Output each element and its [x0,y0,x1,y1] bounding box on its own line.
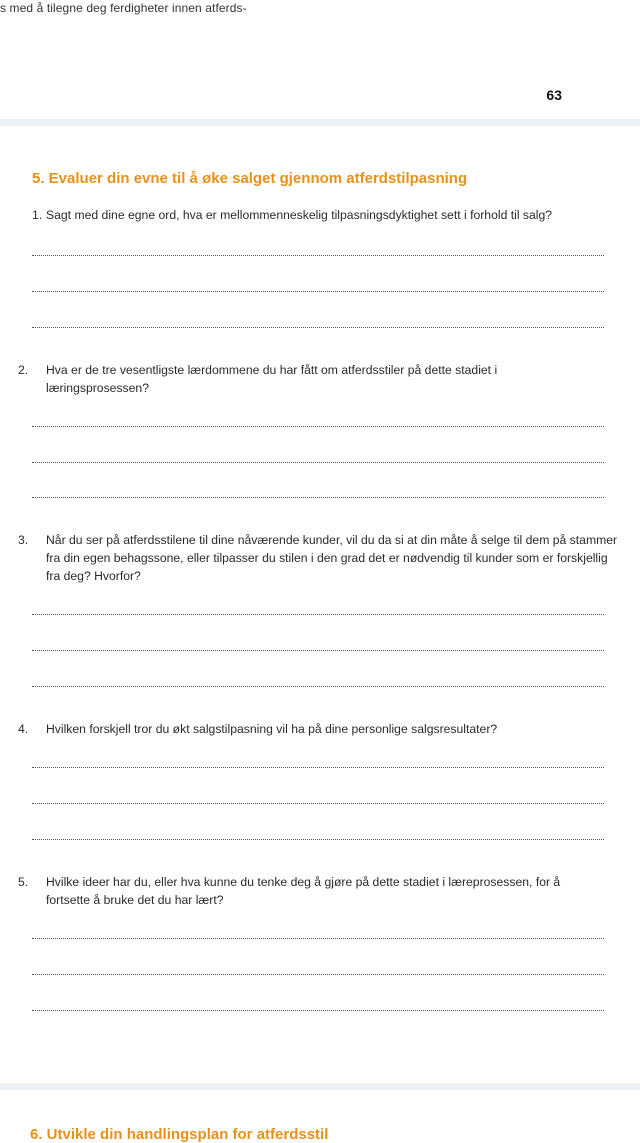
answer-line[interactable] [32,974,604,975]
question-5-text: Hvilke ideer har du, eller hva kunne du tenke deg å gjøre på dette stadiet i læreprosessen, for å fortsette å bruke det du har lært? [46,875,561,907]
question-4-text: Hvilken forskjell tror du økt salgstilpasning vil ha på dine personlige salgsresultater? [46,722,498,736]
answer-line[interactable] [32,291,604,292]
question-5-number: 5. [18,875,29,889]
answer-line[interactable] [32,614,604,615]
next-page-heading-fragment [30,1126,350,1143]
question-2-number: 2. [18,363,29,377]
question-2 [18,361,576,397]
previous-page-text-fragment: s med å tilegne deg ferdigheter innen atferds- [0,1,247,15]
answer-line[interactable] [32,1010,604,1011]
question-3 [18,531,624,585]
answer-line[interactable] [32,686,604,687]
question-3-text: Når du ser på atferdsstilene til dine nåværende kunder, vil du da si at din måte å selge til dem på stammer fra din egen behagssone, eller tilpasser du stilen i den grad det er nødvendig til kunder som er forskjellig fra deg? Hvorfor? [46,533,618,583]
question-5 [18,873,606,909]
answer-line[interactable] [32,650,604,651]
answer-line[interactable] [32,803,604,804]
question-1 [32,206,616,224]
question-1-text: Sagt med dine egne ord, hva er mellommenneskelig tilpasningsdyktighet sett i forhold til salg? [46,208,553,222]
page-number: 63 [546,87,562,103]
answer-line[interactable] [32,426,604,427]
section-title: 5. Evaluer din evne til å øke salget gjennom atferdstilpasning [32,170,468,187]
question-4 [18,720,630,738]
question-1-number: 1. [32,208,43,222]
answer-line[interactable] [32,767,604,768]
answer-line[interactable] [32,327,604,328]
answer-line[interactable] [32,497,604,498]
question-3-number: 3. [18,533,29,547]
page-separator [0,119,640,126]
question-4-number: 4. [18,722,29,736]
question-2-text: Hva er de tre vesentligste lærdommene du har fått om atferdsstiler på dette stadiet i læringsprosessen? [46,363,498,395]
page-separator [0,1083,640,1090]
answer-line[interactable] [32,255,604,256]
answer-line[interactable] [32,839,604,840]
answer-line[interactable] [32,462,604,463]
answer-line[interactable] [32,938,604,939]
next-page-heading-text: 6. Utvikle din handlingsplan for atferdsstil [30,1126,329,1143]
